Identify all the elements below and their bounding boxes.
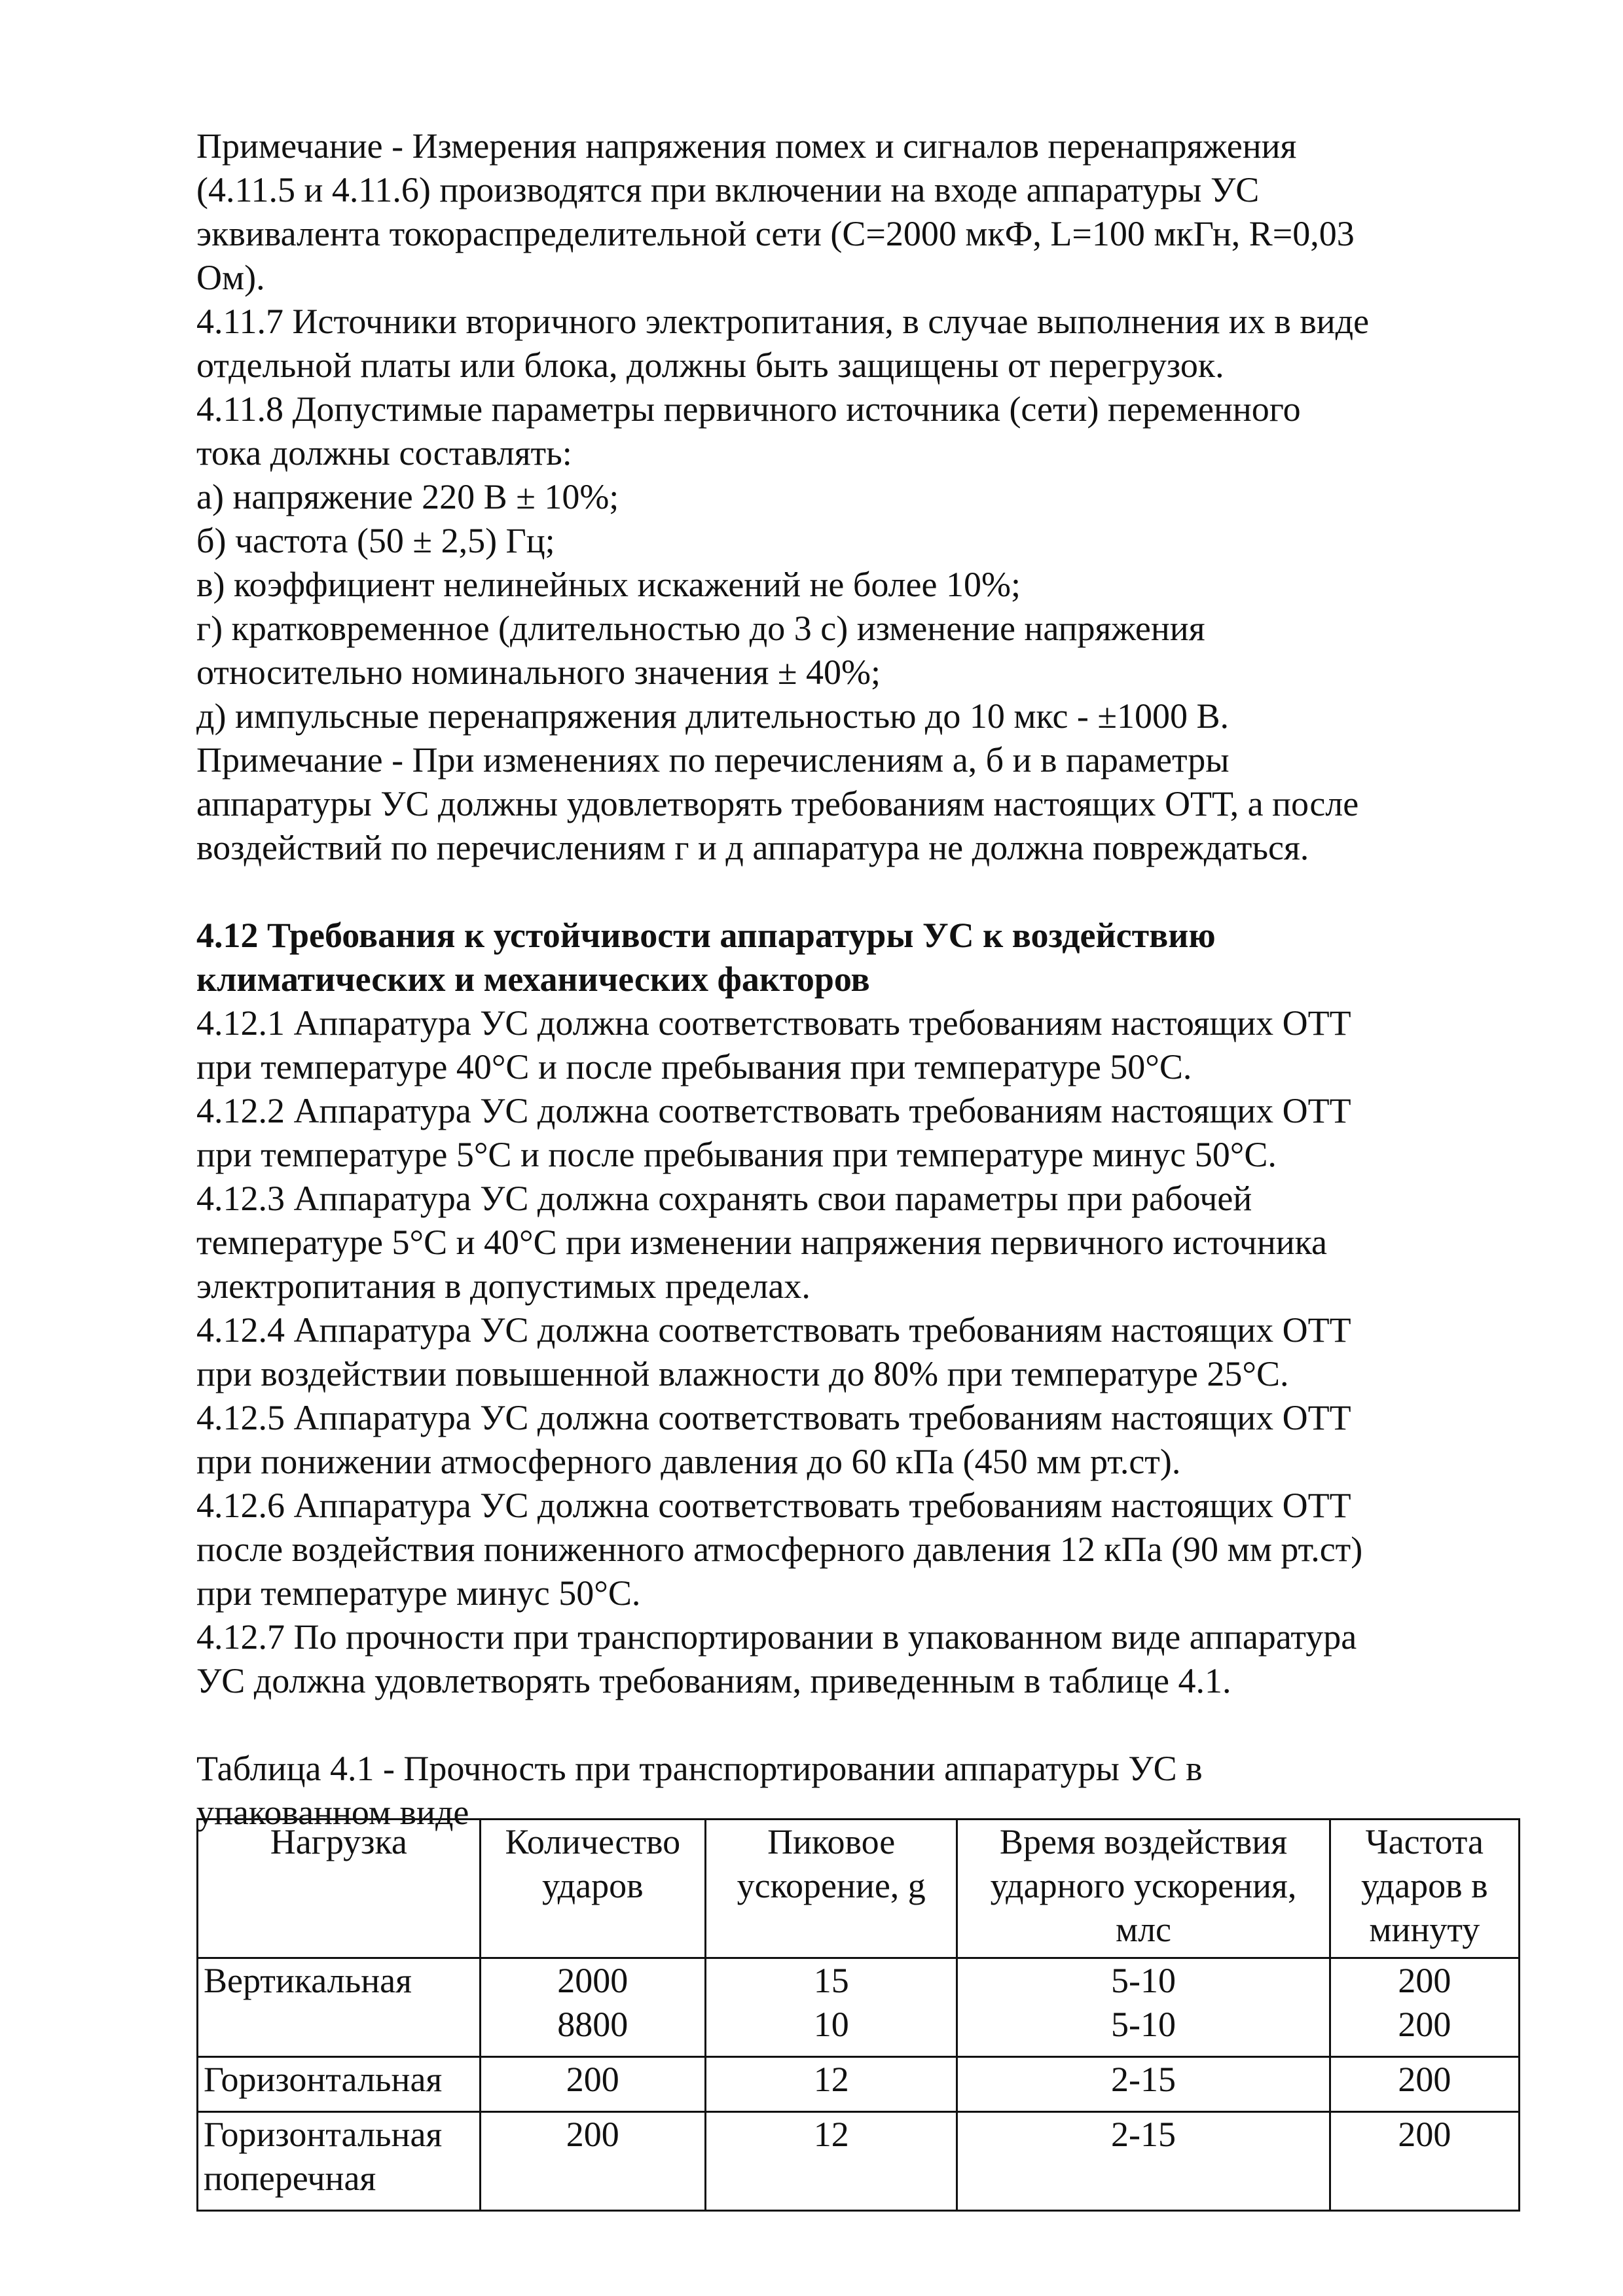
text-line: при понижении атмосферного давления до 60 кПа (450 мм рт.ст).	[196, 1442, 1181, 1481]
text-line: электропитания в допустимых пределах.	[196, 1266, 811, 1306]
text-line: (4.11.5 и 4.11.6) производятся при включении на входе аппаратуры УС	[196, 170, 1260, 209]
cell-peak-acceleration: 12	[706, 2112, 957, 2211]
cell-load: Горизонтальная	[198, 2057, 481, 2112]
table-header-row	[198, 1820, 1520, 1958]
list-item: г) кратковременное (длительностью до 3 с) изменение напряжения	[196, 609, 1205, 648]
section-heading: 4.12 Требования к устойчивости аппаратуры УС к воздействию	[196, 916, 1216, 955]
text-line: при температуре минус 50°С.	[196, 1573, 641, 1613]
text-line: 4.12.1 Аппаратура УС должна соответствовать требованиям настоящих ОТТ	[196, 1003, 1351, 1043]
text-line: эквивалента токораспределительной сети (С=2000 мкФ, L=100 мкГн, R=0,03	[196, 214, 1355, 253]
text-line: аппаратуры УС должны удовлетворять требованиям настоящих ОТТ, а после	[196, 784, 1359, 823]
cell-peak-acceleration: 15 10	[706, 1958, 957, 2057]
text-line: при температуре 5°С и после пребывания при температуре минус 50°С.	[196, 1135, 1277, 1174]
table-caption: упакованном виде	[196, 1793, 469, 1832]
header-load: Нагрузка	[198, 1820, 481, 1958]
header-impact-count: Количество ударов	[480, 1820, 705, 1958]
transport-strength-table	[196, 1818, 1520, 2212]
table-row	[198, 2057, 1520, 2112]
list-item: а) напряжение 220 В ± 10%;	[196, 477, 619, 516]
cell-impact-frequency: 200 200	[1330, 1958, 1519, 2057]
section-heading: климатических и механических факторов	[196, 960, 870, 999]
text-line: при температуре 40°С и после пребывания при температуре 50°С.	[196, 1047, 1192, 1086]
text-line: тока должны составлять:	[196, 433, 572, 473]
text-line: 4.12.3 Аппаратура УС должна сохранять свои параметры при рабочей	[196, 1179, 1252, 1218]
cell-impact-frequency: 200	[1330, 2057, 1519, 2112]
text-line: Ом).	[196, 258, 265, 297]
cell-impact-count: 2000 8800	[480, 1958, 705, 2057]
text-line: 4.12.7 По прочности при транспортировании в упакованном виде аппаратура	[196, 1617, 1357, 1657]
list-item: б) частота (50 ± 2,5) Гц;	[196, 521, 555, 560]
blank-line	[196, 870, 1499, 914]
table-caption: Таблица 4.1 - Прочность при транспортировании аппаратуры УС в	[196, 1749, 1203, 1788]
cell-load: Вертикальная	[198, 1958, 481, 2057]
header-impact-duration: Время воздействия ударного ускорения, млс	[957, 1820, 1330, 1958]
cell-peak-acceleration: 12	[706, 2057, 957, 2112]
text-line: при воздействии повышенной влажности до 80% при температуре 25°С.	[196, 1354, 1289, 1393]
table-row	[198, 1958, 1520, 2057]
cell-impact-frequency: 200	[1330, 2112, 1519, 2211]
cell-impact-duration: 5-10 5-10	[957, 1958, 1330, 2057]
cell-impact-count: 200	[480, 2057, 705, 2112]
table-row	[198, 2112, 1520, 2211]
text-line: УС должна удовлетворять требованиям, приведенным в таблице 4.1.	[196, 1661, 1231, 1700]
blank-line	[196, 1703, 1499, 1747]
text-line: Примечание - Измерения напряжения помех и сигналов перенапряжения	[196, 126, 1297, 166]
list-item: в) коэффициент нелинейных искажений не более 10%;	[196, 565, 1021, 604]
text-line: 4.12.4 Аппаратура УС должна соответствовать требованиям настоящих ОТТ	[196, 1310, 1351, 1350]
cell-impact-duration: 2-15	[957, 2112, 1330, 2211]
text-line: после воздействия пониженного атмосферного давления 12 кПа (90 мм рт.ст)	[196, 1530, 1363, 1569]
list-item: д) импульсные перенапряжения длительностью до 10 мкс - ±1000 В.	[196, 696, 1230, 736]
cell-impact-duration: 2-15	[957, 2057, 1330, 2112]
document-page	[196, 124, 1499, 1835]
text-line: 4.12.2 Аппаратура УС должна соответствовать требованиям настоящих ОТТ	[196, 1091, 1351, 1130]
header-impact-frequency: Частота ударов в минуту	[1330, 1820, 1519, 1958]
text-line: 4.12.6 Аппаратура УС должна соответствовать требованиям настоящих ОТТ	[196, 1486, 1351, 1525]
text-line: воздействий по перечислениям г и д аппаратура не должна повреждаться.	[196, 828, 1309, 867]
cell-impact-count: 200	[480, 2112, 705, 2211]
text-line: 4.11.7 Источники вторичного электропитания, в случае выполнения их в виде	[196, 302, 1370, 341]
text-line: температуре 5°С и 40°С при изменении напряжения первичного источника	[196, 1223, 1328, 1262]
list-item: относительно номинального значения ± 40%;	[196, 653, 881, 692]
text-line: Примечание - При изменениях по перечислениям а, б и в параметры	[196, 740, 1230, 780]
header-peak-acceleration: Пиковое ускорение, g	[706, 1820, 957, 1958]
text-line: отдельной платы или блока, должны быть защищены от перегрузок.	[196, 346, 1224, 385]
text-line: 4.12.5 Аппаратура УС должна соответствовать требованиям настоящих ОТТ	[196, 1398, 1351, 1437]
cell-load: Горизонтальная поперечная	[198, 2112, 481, 2211]
text-line: 4.11.8 Допустимые параметры первичного источника (сети) переменного	[196, 389, 1301, 429]
